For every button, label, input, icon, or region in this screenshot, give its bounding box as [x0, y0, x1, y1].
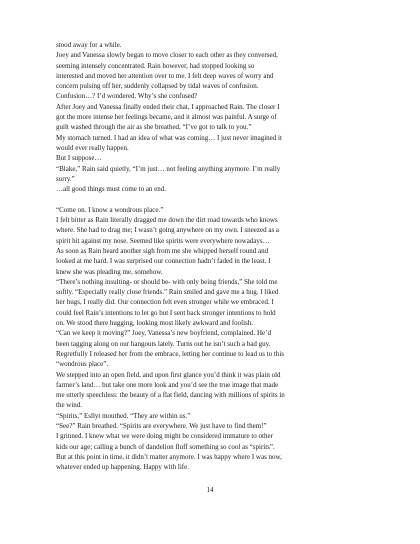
- text-line: Confusion…? I’d wondered. Why’s she confused?: [56, 92, 198, 101]
- text-line: “wondrous place”.: [56, 360, 109, 369]
- text-line: spirit hit against my nose. Seemed like spirits were everywhere nowadays…: [56, 236, 270, 245]
- text-line: the wind.: [56, 401, 83, 410]
- text-line: whatever ended up happening. Happy with life.: [56, 463, 189, 472]
- text-line: would ever really happen.: [56, 143, 129, 152]
- text-line: interested and moved her attention over to me. I felt deep waves of worry and: [56, 71, 274, 80]
- text-line: got the more intense her feelings became, and it almost was painful. A surge of: [56, 113, 277, 122]
- text-line: her hugs, I really did. Our connection felt even stronger while we embraced. I: [56, 298, 274, 307]
- text-line: My stomach turned. I had an idea of what was coming… I just never imagined it: [56, 133, 282, 142]
- text-line: “There’s nothing insulting- or should be- with only being friends,” She told me: [56, 277, 278, 286]
- text-line: seeming intensely concentrated. Rain however, had stopped looking so: [56, 61, 255, 70]
- text-line: “Can we keep it moving?” Joey, Vanessa’s new boyfriend, complained. He’d: [56, 329, 271, 338]
- text-line: looked at me hard. I was surprised our connection hadn’t faded in the least. I: [56, 257, 271, 266]
- text-line: But I suppose…: [56, 154, 102, 163]
- text-line: farmer’s land… but take one more look and you’d see the true image that made: [56, 380, 279, 389]
- text-line: guilt washed through the air as she breathed, “I’ve got to talk to you.”: [56, 123, 252, 132]
- text-line: …all good things must come to an end.: [56, 185, 167, 194]
- text-line: knew she was pleading me, somehow.: [56, 267, 163, 276]
- text-line: We stepped into an open field, and upon first glance you’d think it was plain old: [56, 370, 281, 379]
- text-line: “Come on. I know a wondrous place.”: [56, 205, 164, 214]
- text-line: Joey and Vanessa slowly began to move closer to each other as they conversed,: [56, 51, 278, 60]
- text-line: I felt bitter as Rain literally dragged me down the dirt road towards who knows: [56, 216, 278, 225]
- text-line: where. She had to drag me; I wasn’t going anywhere on my own. I sneezed as a: [56, 226, 280, 235]
- body-text: [56, 40, 378, 472]
- text-line: After Joey and Vanessa finally ended their chat, I approached Rain. The closer I: [56, 102, 280, 111]
- text-line: As soon as Rain heard another sigh from me she whipped herself round and: [56, 246, 269, 255]
- text-line: kids our age; calling a bunch of dandelion fluff something so cool as “spirits”.: [56, 442, 275, 451]
- paragraph-gap: [56, 194, 378, 204]
- text-line: concern pulsing off her, suddenly collapsed by tidal waves of confusion.: [56, 82, 259, 91]
- text-line: sorry.”: [56, 174, 75, 183]
- text-line: “Spirits,” Esllyt mouthed. “They are within us.”: [56, 411, 191, 420]
- text-line: I grinned. I knew what we were doing might be considered immature to other: [56, 432, 273, 441]
- text-line: been tagging along on our hangouts lately. Turns out he isn’t such a bad guy.: [56, 339, 271, 348]
- text-line: stood away for a while.: [56, 41, 122, 49]
- text-line: “See?” Rain breathed. “Spirits are everywhere. We just have to find them!”: [56, 421, 267, 430]
- page-number: 14: [206, 486, 214, 494]
- text-line: me utterly speechless: the beauty of a flat field, dancing with millions of spirits in: [56, 391, 285, 400]
- text-line: on. We stood there hugging, looking most likely awkward and foolish.: [56, 319, 254, 328]
- text-line: Regretfully I released her from the embrace, letting her continue to lead us to this: [56, 349, 285, 358]
- text-line: could feel Rain’s intentions to let go but I sent back stronger intentions to hold: [56, 308, 276, 317]
- text-line: But at this point in time, it didn’t matter anymore. I was happy where I was now,: [56, 452, 282, 461]
- text-line: “Blake,” Rain said quietly, “I’m just… not feeling anything anymore. I’m really: [56, 164, 281, 173]
- text-line: softly. “Especially really close friends.” Rain smiled and gave me a hug. I liked: [56, 288, 279, 297]
